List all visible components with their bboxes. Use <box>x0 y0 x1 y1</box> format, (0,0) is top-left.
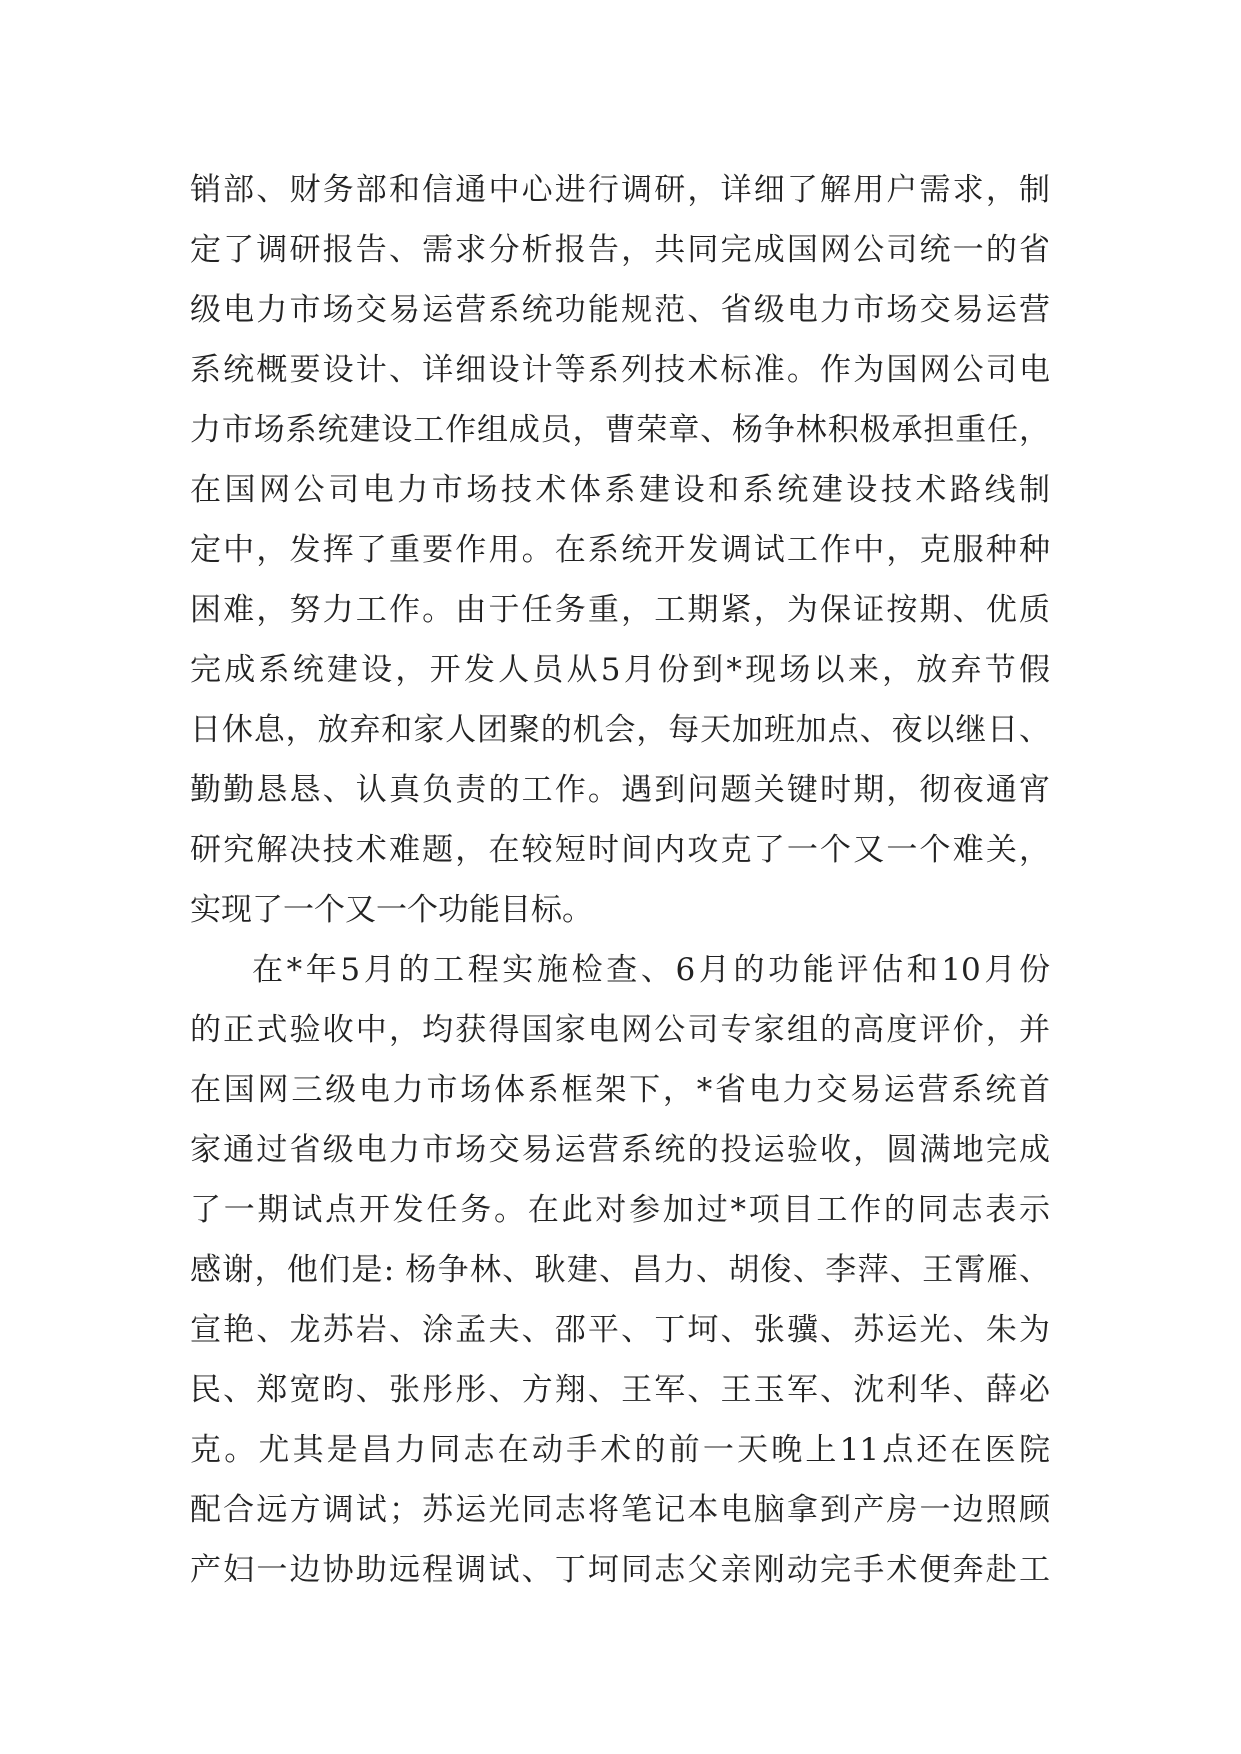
text-line: 感谢，他们是: 杨争林、耿建、昌力、胡俊、李萍、王霄雁、 <box>190 1252 1050 1288</box>
text-line: 实现了一个又一个功能目标。 <box>190 892 593 928</box>
text-line: 了一期试点开发任务。在此对参加过*项目工作的同志表示 <box>190 1192 1050 1228</box>
text-line: 级电力市场交易运营系统功能规范、省级电力市场交易运营 <box>190 292 1050 328</box>
text-line: 在*年5月的工程实施检查、6月的功能评估和10月份 <box>252 952 1050 988</box>
text-line: 勤勤恳恳、认真负责的工作。遇到问题关键时期，彻夜通宵 <box>190 772 1050 808</box>
text-line: 定了调研报告、需求分析报告，共同完成国网公司统一的省 <box>190 232 1050 268</box>
paragraph-1 <box>190 160 1050 940</box>
text-line: 研究解决技术难题，在较短时间内攻克了一个又一个难关， <box>190 832 1050 868</box>
text-line: 配合远方调试；苏运光同志将笔记本电脑拿到产房一边照顾 <box>190 1492 1050 1528</box>
text-line: 在国网三级电力市场体系框架下，*省电力交易运营系统首 <box>190 1072 1050 1108</box>
document-body <box>190 160 1050 1600</box>
text-line: 销部、财务部和信通中心进行调研，详细了解用户需求，制 <box>190 172 1050 208</box>
text-line: 产妇一边协助远程调试、丁坷同志父亲刚动完手术便奔赴工 <box>190 1552 1050 1588</box>
paragraph-2 <box>190 940 1050 1600</box>
text-line: 宣艳、龙苏岩、涂孟夫、邵平、丁坷、张骥、苏运光、朱为 <box>190 1312 1050 1348</box>
text-line: 日休息，放弃和家人团聚的机会，每天加班加点、夜以继日、 <box>190 712 1050 748</box>
text-line: 家通过省级电力市场交易运营系统的投运验收，圆满地完成 <box>190 1132 1050 1168</box>
text-line: 定中，发挥了重要作用。在系统开发调试工作中，克服种种 <box>190 532 1050 568</box>
text-line: 在国网公司电力市场技术体系建设和系统建设技术路线制 <box>190 472 1050 508</box>
text-line: 完成系统建设，开发人员从5月份到*现场以来，放弃节假 <box>190 652 1050 688</box>
text-line: 系统概要设计、详细设计等系列技术标准。作为国网公司电 <box>190 352 1050 388</box>
text-line: 的正式验收中，均获得国家电网公司专家组的高度评价，并 <box>190 1012 1050 1048</box>
text-line: 力市场系统建设工作组成员，曹荣章、杨争林积极承担重任， <box>190 412 1050 448</box>
text-line: 困难，努力工作。由于任务重，工期紧，为保证按期、优质 <box>190 592 1050 628</box>
text-line: 克。尤其是昌力同志在动手术的前一天晚上11点还在医院 <box>190 1432 1050 1468</box>
text-line: 民、郑宽昀、张彤彤、方翔、王军、王玉军、沈利华、薛必 <box>190 1372 1050 1408</box>
